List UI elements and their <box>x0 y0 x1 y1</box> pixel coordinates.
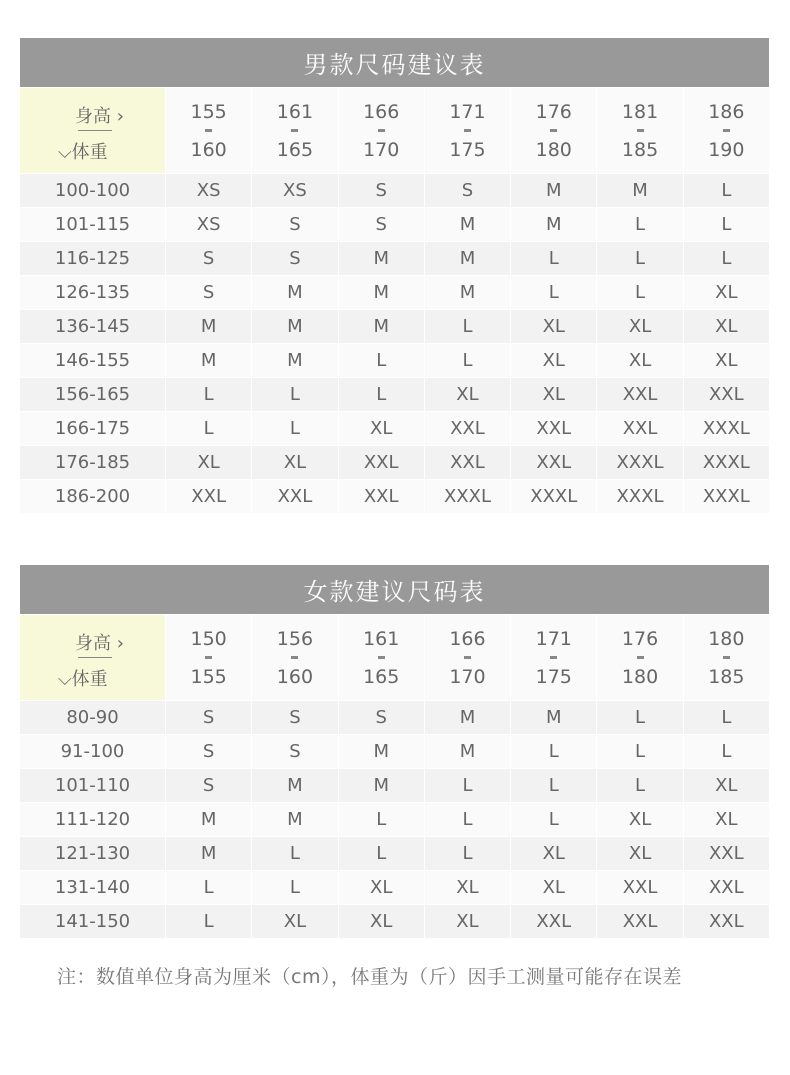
height-from: 171 <box>449 100 486 123</box>
size-cell: S <box>424 174 510 207</box>
size-cell: M <box>165 803 251 836</box>
size-cell: L <box>424 310 510 343</box>
size-cell: L <box>683 735 769 768</box>
height-to: 170 <box>363 138 400 161</box>
height-to: 165 <box>276 138 314 161</box>
size-cell: XL <box>596 310 682 343</box>
table-row <box>20 802 769 836</box>
weight-range-cell: 80-90 <box>66 707 119 728</box>
weight-range-cell: 126-135 <box>54 282 131 303</box>
size-cell: S <box>165 769 251 802</box>
weight-range-cell: 141-150 <box>54 911 131 932</box>
height-from: 166 <box>363 100 400 123</box>
corner-height-label: 身高 <box>75 106 111 127</box>
men-table-body <box>20 173 769 513</box>
table-row <box>20 411 769 445</box>
size-cell: XL <box>596 837 682 870</box>
size-cell: S <box>251 242 337 275</box>
size-cell: XXL <box>510 446 596 479</box>
height-range-header <box>338 88 424 173</box>
range-dash <box>378 129 385 132</box>
men-height-columns <box>165 88 769 173</box>
size-cell: XXL <box>510 412 596 445</box>
weight-range-cell: 101-115 <box>54 214 131 235</box>
table-row <box>20 173 769 207</box>
size-cell: XXL <box>251 480 337 513</box>
divider <box>78 130 112 131</box>
women-corner-cell <box>20 615 165 700</box>
height-range-header <box>165 615 251 700</box>
size-cell: L <box>424 803 510 836</box>
height-range-header <box>596 615 682 700</box>
height-range-header <box>338 615 424 700</box>
height-range-header <box>165 88 251 173</box>
size-cell: XL <box>683 344 769 377</box>
size-cell: XL <box>683 310 769 343</box>
height-from: 180 <box>708 627 745 650</box>
height-to: 160 <box>190 138 227 161</box>
height-range-header <box>510 88 596 173</box>
size-cell: S <box>251 208 337 241</box>
size-cell: M <box>165 837 251 870</box>
size-cell: M <box>510 208 596 241</box>
divider <box>78 657 112 658</box>
height-from: 155 <box>190 100 227 123</box>
range-dash <box>637 656 644 659</box>
size-cell: XXL <box>683 837 769 870</box>
size-cell: M <box>510 174 596 207</box>
size-cell: L <box>338 344 424 377</box>
size-cell: M <box>596 174 682 207</box>
size-cell: L <box>424 344 510 377</box>
height-to: 190 <box>708 138 745 161</box>
size-cell: L <box>251 412 337 445</box>
size-cell: L <box>510 769 596 802</box>
table-row <box>20 241 769 275</box>
size-cell: L <box>338 837 424 870</box>
height-from: 176 <box>535 100 572 123</box>
weight-range-cell: 116-125 <box>54 248 131 269</box>
table-row <box>20 870 769 904</box>
size-cell: S <box>165 276 251 309</box>
women-height-columns <box>165 615 769 700</box>
height-from: 186 <box>708 100 745 123</box>
height-from: 156 <box>276 627 314 650</box>
size-cell: L <box>683 174 769 207</box>
size-cell: XXL <box>596 871 682 904</box>
chevron-right-icon: › <box>111 106 124 127</box>
range-dash <box>464 129 471 132</box>
size-cell: S <box>251 735 337 768</box>
size-cell: L <box>424 837 510 870</box>
size-cell: L <box>596 276 682 309</box>
table-row <box>20 275 769 309</box>
chevron-down-icon: ⌵ <box>58 669 72 690</box>
size-cell: XXXL <box>683 446 769 479</box>
size-cell: XXL <box>683 871 769 904</box>
size-cell: M <box>338 310 424 343</box>
size-cell: S <box>165 701 251 734</box>
size-cell: M <box>338 769 424 802</box>
size-cell: M <box>424 276 510 309</box>
size-cell: M <box>251 803 337 836</box>
men-size-table <box>20 38 769 513</box>
range-dash <box>205 129 212 132</box>
size-cell: XL <box>424 905 510 938</box>
size-cell: XXL <box>596 905 682 938</box>
weight-range-cell: 136-145 <box>54 316 131 337</box>
women-table-body <box>20 700 769 938</box>
size-cell: L <box>165 871 251 904</box>
size-cell: XXXL <box>596 446 682 479</box>
size-cell: XL <box>338 871 424 904</box>
weight-range-cell: 186-200 <box>54 486 131 507</box>
size-cell: L <box>510 735 596 768</box>
weight-range-cell: 166-175 <box>54 418 131 439</box>
size-cell: XS <box>251 174 337 207</box>
range-dash <box>723 129 730 132</box>
table-row <box>20 700 769 734</box>
weight-range-cell: 156-165 <box>54 384 131 405</box>
height-to: 180 <box>621 665 659 688</box>
range-dash <box>205 656 212 659</box>
size-cell: S <box>165 242 251 275</box>
height-range-header <box>251 615 337 700</box>
size-cell: L <box>510 276 596 309</box>
size-cell: M <box>165 310 251 343</box>
size-cell: L <box>338 378 424 411</box>
men-table-title: 男款尺码建议表 <box>20 38 769 87</box>
size-cell: M <box>251 769 337 802</box>
size-cell: XL <box>251 446 337 479</box>
range-dash <box>464 656 471 659</box>
size-cell: L <box>165 905 251 938</box>
size-cell: XL <box>424 378 510 411</box>
size-cell: XL <box>165 446 251 479</box>
corner-height-label: 身高 <box>75 633 111 654</box>
size-cell: M <box>338 276 424 309</box>
height-range-header <box>596 88 682 173</box>
weight-range-cell: 121-130 <box>54 843 131 864</box>
weight-range-cell: 131-140 <box>54 877 131 898</box>
height-from: 161 <box>363 627 400 650</box>
size-cell: XXL <box>338 480 424 513</box>
height-range-header <box>683 615 769 700</box>
height-range-header <box>424 615 510 700</box>
size-cell: XS <box>165 174 251 207</box>
height-from: 150 <box>190 627 227 650</box>
height-range-header <box>251 88 337 173</box>
size-cell: M <box>251 310 337 343</box>
table-row <box>20 207 769 241</box>
height-range-header <box>424 88 510 173</box>
size-cell: XXL <box>165 480 251 513</box>
weight-range-cell: 101-110 <box>54 775 131 796</box>
height-from: 166 <box>449 627 486 650</box>
women-header-row <box>20 614 769 700</box>
table-row <box>20 377 769 411</box>
weight-range-cell: 146-155 <box>54 350 131 371</box>
size-cell: XXL <box>424 446 510 479</box>
women-size-table <box>20 565 769 938</box>
range-dash <box>378 656 385 659</box>
height-from: 181 <box>621 100 659 123</box>
men-corner-cell <box>20 88 165 173</box>
height-to: 175 <box>535 665 572 688</box>
size-cell: XXXL <box>596 480 682 513</box>
size-cell: XL <box>251 905 337 938</box>
size-cell: L <box>596 208 682 241</box>
range-dash <box>723 656 730 659</box>
size-cell: L <box>596 735 682 768</box>
size-cell: M <box>424 735 510 768</box>
table-row <box>20 479 769 513</box>
size-cell: XXL <box>424 412 510 445</box>
size-cell: XXXL <box>683 480 769 513</box>
height-to: 155 <box>190 665 227 688</box>
table-row <box>20 768 769 802</box>
size-cell: XL <box>596 803 682 836</box>
height-range-header <box>510 615 596 700</box>
weight-range-cell: 100-100 <box>54 180 131 201</box>
table-row <box>20 734 769 768</box>
height-to: 170 <box>449 665 486 688</box>
size-cell: XXL <box>683 905 769 938</box>
size-cell: XXL <box>683 378 769 411</box>
size-cell: XL <box>424 871 510 904</box>
chevron-right-icon: › <box>111 633 124 654</box>
height-from: 161 <box>276 100 314 123</box>
table-row <box>20 343 769 377</box>
size-cell: L <box>338 803 424 836</box>
size-cell: XS <box>165 208 251 241</box>
size-cell: L <box>251 871 337 904</box>
size-cell: L <box>596 242 682 275</box>
size-cell: XXXL <box>510 480 596 513</box>
height-range-header <box>683 88 769 173</box>
size-cell: XXL <box>596 412 682 445</box>
size-cell: L <box>683 242 769 275</box>
size-cell: L <box>510 242 596 275</box>
size-cell: M <box>165 344 251 377</box>
size-cell: XXL <box>596 378 682 411</box>
size-cell: L <box>165 412 251 445</box>
height-to: 165 <box>363 665 400 688</box>
size-cell: M <box>338 242 424 275</box>
size-cell: M <box>424 208 510 241</box>
height-to: 180 <box>535 138 572 161</box>
height-from: 176 <box>621 627 659 650</box>
size-cell: XXXL <box>683 412 769 445</box>
height-from: 171 <box>535 627 572 650</box>
size-cell: XL <box>510 344 596 377</box>
size-cell: L <box>510 803 596 836</box>
size-cell: L <box>165 378 251 411</box>
corner-weight-label: 体重 <box>71 669 108 690</box>
size-cell: M <box>251 276 337 309</box>
height-to: 185 <box>708 665 745 688</box>
weight-range-cell: 91-100 <box>60 741 125 762</box>
range-dash <box>550 129 557 132</box>
size-cell: S <box>338 208 424 241</box>
size-cell: XXL <box>510 905 596 938</box>
size-cell: L <box>596 701 682 734</box>
table-row <box>20 836 769 870</box>
size-cell: L <box>683 701 769 734</box>
size-cell: XXXL <box>424 480 510 513</box>
height-to: 160 <box>276 665 314 688</box>
men-header-row <box>20 87 769 173</box>
weight-range-cell: 176-185 <box>54 452 131 473</box>
size-cell: S <box>165 735 251 768</box>
range-dash <box>637 129 644 132</box>
size-cell: XL <box>510 378 596 411</box>
size-cell: XL <box>683 803 769 836</box>
size-cell: M <box>510 701 596 734</box>
size-cell: L <box>251 837 337 870</box>
size-cell: L <box>683 208 769 241</box>
corner-weight-label: 体重 <box>71 142 108 163</box>
women-table-title: 女款建议尺码表 <box>20 565 769 614</box>
range-dash <box>291 129 298 132</box>
weight-range-cell: 111-120 <box>54 809 131 830</box>
table-row <box>20 904 769 938</box>
range-dash <box>291 656 298 659</box>
measurement-note: 注：数值单位身高为厘米（cm），体重为（斤）因手工测量可能存在误差 <box>57 966 682 988</box>
height-to: 185 <box>621 138 659 161</box>
size-cell: XL <box>338 412 424 445</box>
size-cell: L <box>251 378 337 411</box>
size-cell: XL <box>510 310 596 343</box>
size-cell: L <box>596 769 682 802</box>
size-cell: XL <box>510 837 596 870</box>
size-cell: S <box>251 701 337 734</box>
table-row <box>20 309 769 343</box>
size-cell: XL <box>510 871 596 904</box>
size-cell: XL <box>683 769 769 802</box>
size-cell: M <box>251 344 337 377</box>
size-cell: S <box>338 174 424 207</box>
size-cell: XL <box>683 276 769 309</box>
size-cell: S <box>338 701 424 734</box>
table-row <box>20 445 769 479</box>
chevron-down-icon: ⌵ <box>58 142 72 163</box>
size-cell: M <box>424 701 510 734</box>
size-cell: XXL <box>338 446 424 479</box>
size-cell: M <box>338 735 424 768</box>
size-cell: XL <box>338 905 424 938</box>
size-cell: XL <box>596 344 682 377</box>
size-cell: L <box>424 769 510 802</box>
range-dash <box>550 656 557 659</box>
height-to: 175 <box>449 138 486 161</box>
size-cell: M <box>424 242 510 275</box>
